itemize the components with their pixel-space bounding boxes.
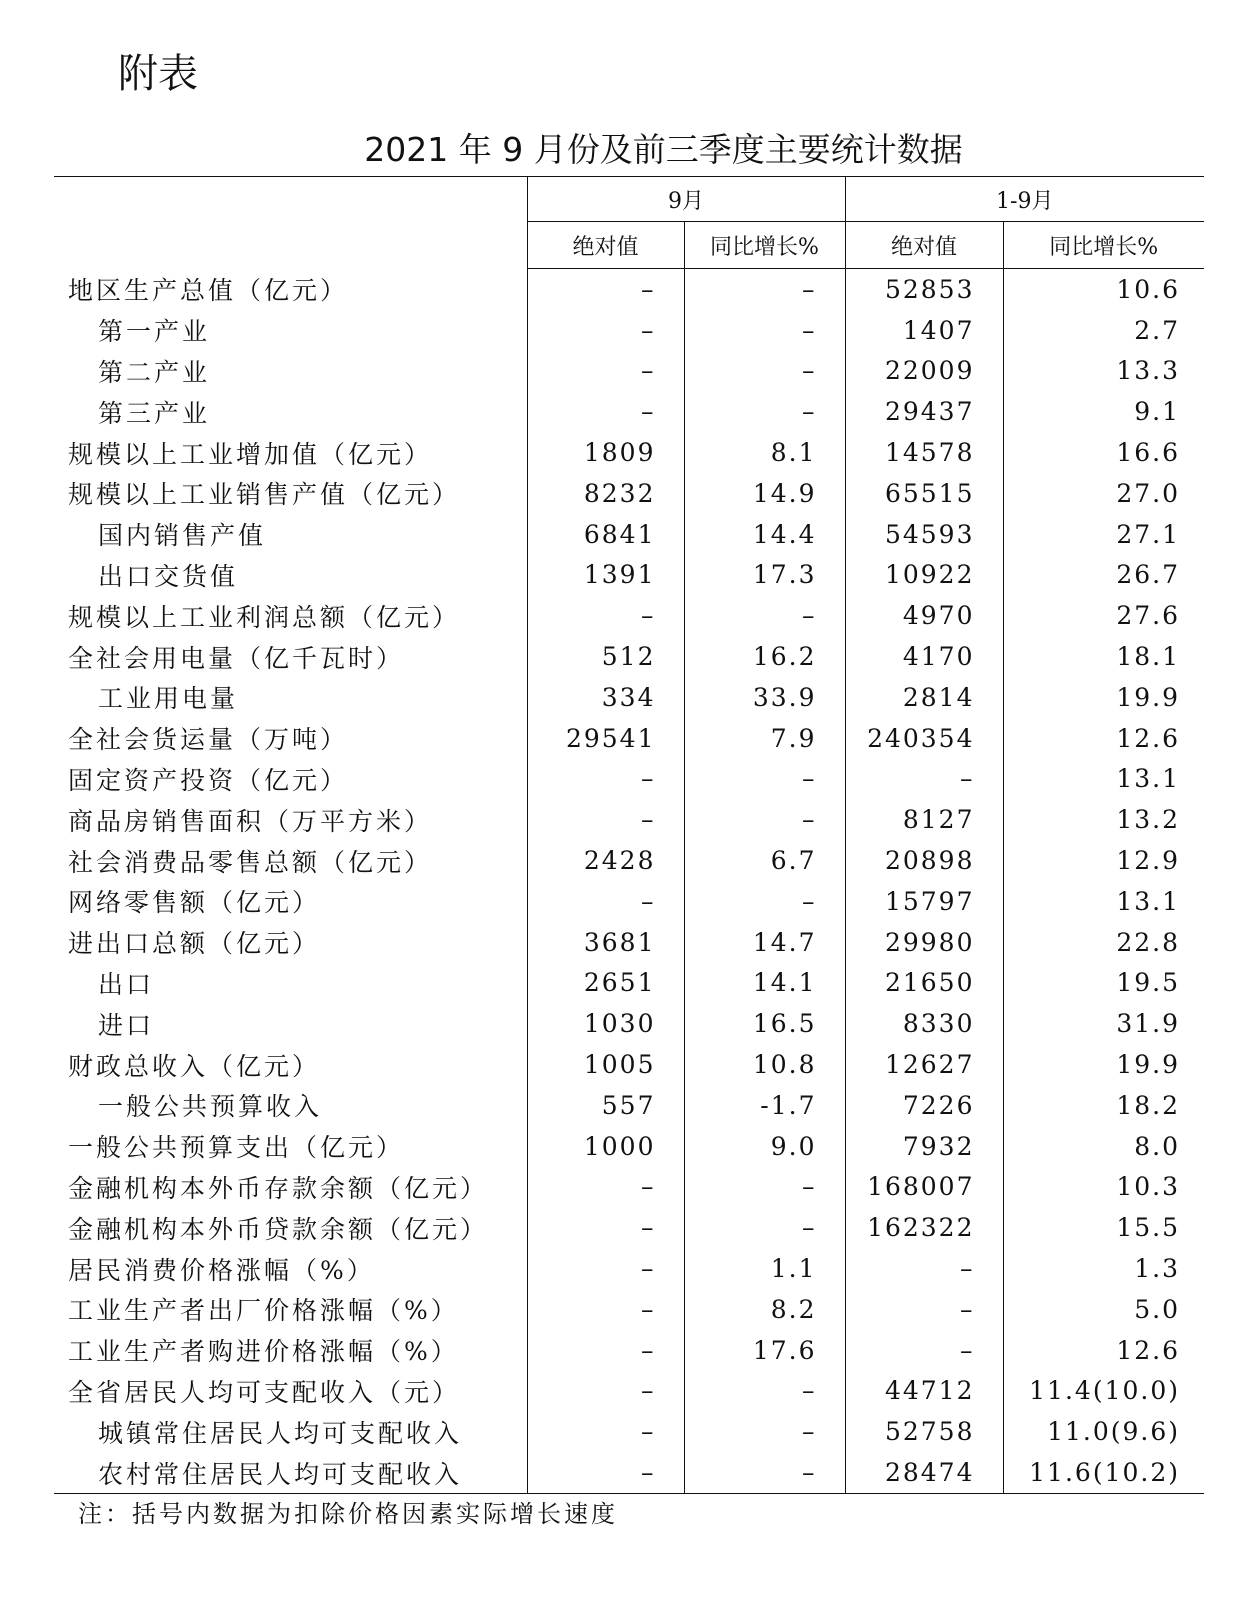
ytd-abs-value: 21650 xyxy=(845,963,1003,1004)
ytd-yoy-value: 8.0 xyxy=(1134,1131,1180,1161)
ytd-yoy-value: 11.4(10.0) xyxy=(1029,1376,1180,1406)
month-yoy-value: – xyxy=(684,799,845,840)
ytd-abs-value: 14578 xyxy=(845,432,1003,473)
month-abs-value: 334 xyxy=(527,677,684,718)
month-yoy-value: 14.1 xyxy=(684,963,845,1004)
ytd-abs-value: 4170 xyxy=(845,636,1003,677)
month-yoy-value: – xyxy=(684,269,845,310)
table-row xyxy=(54,1371,1204,1412)
month-abs-value: – xyxy=(527,351,684,392)
table-row xyxy=(54,1289,1204,1330)
month-yoy-value: – xyxy=(684,310,845,351)
month-yoy-value: – xyxy=(684,391,845,432)
month-yoy-value: 9.0 xyxy=(684,1126,845,1167)
group-header-month: 9月 xyxy=(527,177,845,222)
ytd-abs-value: 22009 xyxy=(845,351,1003,392)
ytd-yoy-value: 13.3 xyxy=(1116,356,1180,386)
indicator-name: 工业用电量 xyxy=(54,677,527,718)
ytd-yoy-value: 10.6 xyxy=(1116,274,1180,304)
table-row xyxy=(54,677,1204,718)
ytd-yoy-value: 11.6(10.2) xyxy=(1003,1452,1204,1493)
ytd-abs-value: 29437 xyxy=(845,391,1003,432)
table-row xyxy=(54,1085,1204,1126)
table-row xyxy=(54,310,1204,351)
month-abs-value: – xyxy=(527,1289,684,1330)
table-row xyxy=(54,514,1204,555)
ytd-yoy-header: 同比增长% xyxy=(1003,222,1204,269)
month-abs-value: – xyxy=(527,1411,684,1452)
indicator-name: 规模以上工业增加值（亿元） xyxy=(54,432,527,473)
month-yoy-value: 1.1 xyxy=(684,1248,845,1289)
table-row xyxy=(54,269,1204,310)
month-abs-value: 2651 xyxy=(527,963,684,1004)
month-yoy-value: 33.9 xyxy=(684,677,845,718)
ytd-yoy-value: 22.8 xyxy=(1116,927,1180,957)
month-yoy-value: 17.6 xyxy=(684,1330,845,1371)
table-row xyxy=(54,1248,1204,1289)
table-row xyxy=(54,473,1204,514)
month-abs-value: 6841 xyxy=(527,514,684,555)
month-abs-value: 3681 xyxy=(527,922,684,963)
indicator-name: 金融机构本外币存款余额（亿元） xyxy=(54,1167,527,1208)
table-row xyxy=(54,636,1204,677)
month-yoy-value: -1.7 xyxy=(684,1085,845,1126)
table-row xyxy=(54,595,1204,636)
month-yoy-value: – xyxy=(684,1411,845,1452)
indicator-name: 地区生产总值（亿元） xyxy=(54,269,527,310)
month-yoy-value: 8.1 xyxy=(684,432,845,473)
table-row xyxy=(54,1126,1204,1167)
table-row xyxy=(54,1452,1204,1493)
ytd-yoy-value: 31.9 xyxy=(1116,1009,1180,1039)
ytd-yoy-value: 13.1 xyxy=(1116,886,1180,916)
table-header xyxy=(54,177,1204,269)
indicator-name: 一般公共预算收入 xyxy=(54,1085,527,1126)
ytd-abs-value: 8127 xyxy=(845,799,1003,840)
ytd-abs-value: 10922 xyxy=(845,555,1003,596)
indicator-name: 固定资产投资（亿元） xyxy=(54,759,527,800)
table-row xyxy=(54,351,1204,392)
indicator-name: 第一产业 xyxy=(54,310,527,351)
ytd-abs-value: – xyxy=(845,1248,1003,1289)
month-abs-header: 绝对值 xyxy=(527,222,684,269)
month-yoy-value: 17.3 xyxy=(684,555,845,596)
month-abs-value: – xyxy=(527,310,684,351)
ytd-yoy-value: 26.7 xyxy=(1116,560,1180,590)
ytd-abs-value: 162322 xyxy=(845,1207,1003,1248)
ytd-abs-value: 12627 xyxy=(845,1044,1003,1085)
ytd-yoy-value: 19.5 xyxy=(1116,968,1180,998)
month-abs-value: – xyxy=(527,1207,684,1248)
table-row xyxy=(54,922,1204,963)
month-abs-value: – xyxy=(527,595,684,636)
indicator-name: 社会消费品零售总额（亿元） xyxy=(54,840,527,881)
footnote: 注：括号内数据为扣除价格因素实际增长速度 xyxy=(78,1500,618,1528)
ytd-yoy-value: 15.5 xyxy=(1116,1213,1180,1243)
ytd-yoy-value: 27.6 xyxy=(1116,601,1180,631)
month-yoy-value: 10.8 xyxy=(684,1044,845,1085)
indicator-name: 财政总收入（亿元） xyxy=(54,1044,527,1085)
table-row xyxy=(54,1167,1204,1208)
table-row xyxy=(54,432,1204,473)
month-abs-value: – xyxy=(527,799,684,840)
ytd-yoy-value: 27.0 xyxy=(1116,478,1180,508)
indicator-name: 网络零售额（亿元） xyxy=(54,881,527,922)
month-abs-value: 557 xyxy=(527,1085,684,1126)
indicator-name: 一般公共预算支出（亿元） xyxy=(54,1126,527,1167)
ytd-abs-value: 7932 xyxy=(845,1126,1003,1167)
table-row xyxy=(54,840,1204,881)
month-abs-value: – xyxy=(527,1452,684,1493)
ytd-abs-value: – xyxy=(845,1330,1003,1371)
month-yoy-value: – xyxy=(684,595,845,636)
ytd-abs-value: 44712 xyxy=(845,1371,1003,1412)
indicator-name: 全省居民人均可支配收入（元） xyxy=(54,1371,527,1412)
indicator-name: 商品房销售面积（万平方米） xyxy=(54,799,527,840)
table-row xyxy=(54,759,1204,800)
ytd-yoy-value: 13.1 xyxy=(1116,764,1180,794)
indicator-name: 农村常住居民人均可支配收入 xyxy=(54,1452,527,1493)
indicator-name: 国内销售产值 xyxy=(54,514,527,555)
indicator-name: 出口 xyxy=(54,963,527,1004)
indicator-name: 规模以上工业利润总额（亿元） xyxy=(54,595,527,636)
ytd-yoy-value: 13.2 xyxy=(1116,805,1180,835)
indicator-name: 第三产业 xyxy=(54,391,527,432)
statistics-table xyxy=(54,176,1204,1494)
ytd-yoy-value: 12.6 xyxy=(1116,723,1180,753)
month-yoy-value: 14.9 xyxy=(684,473,845,514)
table-row xyxy=(54,1330,1204,1371)
ytd-yoy-value: 12.9 xyxy=(1116,846,1180,876)
month-yoy-value: – xyxy=(684,881,845,922)
ytd-abs-value: 29980 xyxy=(845,922,1003,963)
ytd-abs-value: 7226 xyxy=(845,1085,1003,1126)
month-yoy-value: – xyxy=(684,1167,845,1208)
table-row xyxy=(54,1003,1204,1044)
ytd-yoy-value: 2.7 xyxy=(1134,315,1180,345)
month-abs-value: 1030 xyxy=(527,1003,684,1044)
ytd-abs-value: 240354 xyxy=(845,718,1003,759)
indicator-name: 出口交货值 xyxy=(54,555,527,596)
indicator-name: 第二产业 xyxy=(54,351,527,392)
month-abs-value: 1391 xyxy=(527,555,684,596)
indicator-name: 全社会用电量（亿千瓦时） xyxy=(54,636,527,677)
month-yoy-value: – xyxy=(684,1207,845,1248)
month-yoy-value: 8.2 xyxy=(684,1289,845,1330)
indicator-name: 金融机构本外币贷款余额（亿元） xyxy=(54,1207,527,1248)
indicator-name: 工业生产者购进价格涨幅（%） xyxy=(54,1330,527,1371)
group-header-ytd: 1-9月 xyxy=(845,177,1204,222)
ytd-yoy-value: 19.9 xyxy=(1116,1050,1180,1080)
ytd-abs-value: 4970 xyxy=(845,595,1003,636)
month-yoy-value: – xyxy=(684,759,845,800)
ytd-abs-value: 168007 xyxy=(845,1167,1003,1208)
ytd-yoy-value: 10.3 xyxy=(1116,1172,1180,1202)
table-row xyxy=(54,799,1204,840)
month-abs-value: 8232 xyxy=(527,473,684,514)
month-abs-value: – xyxy=(527,1330,684,1371)
ytd-yoy-value: 5.0 xyxy=(1134,1294,1180,1324)
month-yoy-value: 6.7 xyxy=(684,840,845,881)
ytd-yoy-value: 18.2 xyxy=(1116,1090,1180,1120)
month-yoy-value: 14.7 xyxy=(684,922,845,963)
ytd-yoy-value: 9.1 xyxy=(1134,397,1180,427)
table-row xyxy=(54,1207,1204,1248)
ytd-abs-value: 1407 xyxy=(845,310,1003,351)
table-body xyxy=(54,269,1204,1494)
indicator-name: 进出口总额（亿元） xyxy=(54,922,527,963)
month-abs-value: – xyxy=(527,1167,684,1208)
ytd-abs-value: 15797 xyxy=(845,881,1003,922)
ytd-yoy-value: 12.6 xyxy=(1116,1335,1180,1365)
month-abs-value: – xyxy=(527,759,684,800)
table-row xyxy=(54,718,1204,759)
ytd-abs-header: 绝对值 xyxy=(845,222,1003,269)
appendix-label: 附表 xyxy=(118,51,198,97)
ytd-yoy-value: 27.1 xyxy=(1116,519,1180,549)
indicator-header-cell xyxy=(54,177,527,269)
month-abs-value: – xyxy=(527,391,684,432)
ytd-abs-value: 54593 xyxy=(845,514,1003,555)
ytd-abs-value: 28474 xyxy=(845,1452,1003,1493)
month-yoy-header: 同比增长% xyxy=(684,222,845,269)
month-yoy-value: 7.9 xyxy=(684,718,845,759)
ytd-yoy-value: 19.9 xyxy=(1116,682,1180,712)
indicator-name: 工业生产者出厂价格涨幅（%） xyxy=(54,1289,527,1330)
indicator-name: 规模以上工业销售产值（亿元） xyxy=(54,473,527,514)
ytd-abs-value: 52758 xyxy=(845,1411,1003,1452)
month-yoy-value: – xyxy=(684,1371,845,1412)
month-abs-value: – xyxy=(527,1248,684,1289)
month-abs-value: – xyxy=(527,881,684,922)
ytd-abs-value: 2814 xyxy=(845,677,1003,718)
indicator-name: 居民消费价格涨幅（%） xyxy=(54,1248,527,1289)
indicator-name: 全社会货运量（万吨） xyxy=(54,718,527,759)
month-abs-value: – xyxy=(527,1371,684,1412)
month-abs-value: 1000 xyxy=(527,1126,684,1167)
table-row xyxy=(54,1044,1204,1085)
month-yoy-value: – xyxy=(684,351,845,392)
ytd-yoy-value: 16.6 xyxy=(1116,438,1180,468)
table-row xyxy=(54,963,1204,1004)
ytd-abs-value: – xyxy=(845,759,1003,800)
month-yoy-value: – xyxy=(684,1452,845,1493)
month-abs-value: 29541 xyxy=(527,718,684,759)
ytd-abs-value: 8330 xyxy=(845,1003,1003,1044)
table-row xyxy=(54,1411,1204,1452)
ytd-yoy-value: 1.3 xyxy=(1134,1254,1180,1284)
month-abs-value: 512 xyxy=(527,636,684,677)
table-row xyxy=(54,881,1204,922)
month-yoy-value: 14.4 xyxy=(684,514,845,555)
month-abs-value: 1005 xyxy=(527,1044,684,1085)
month-yoy-value: 16.2 xyxy=(684,636,845,677)
ytd-abs-value: 20898 xyxy=(845,840,1003,881)
indicator-name: 城镇常住居民人均可支配收入 xyxy=(54,1411,527,1452)
ytd-abs-value: 52853 xyxy=(845,269,1003,310)
indicator-name: 进口 xyxy=(54,1003,527,1044)
month-yoy-value: 16.5 xyxy=(684,1003,845,1044)
month-abs-value: 1809 xyxy=(527,432,684,473)
page-title: 2021 年 9 月份及前三季度主要统计数据 xyxy=(364,130,963,169)
ytd-yoy-value: 18.1 xyxy=(1116,642,1180,672)
ytd-abs-value: 65515 xyxy=(845,473,1003,514)
month-abs-value: – xyxy=(527,269,684,310)
table-row xyxy=(54,555,1204,596)
ytd-yoy-value: 11.0(9.6) xyxy=(1047,1417,1180,1447)
ytd-abs-value: – xyxy=(845,1289,1003,1330)
month-abs-value: 2428 xyxy=(527,840,684,881)
table-row xyxy=(54,391,1204,432)
